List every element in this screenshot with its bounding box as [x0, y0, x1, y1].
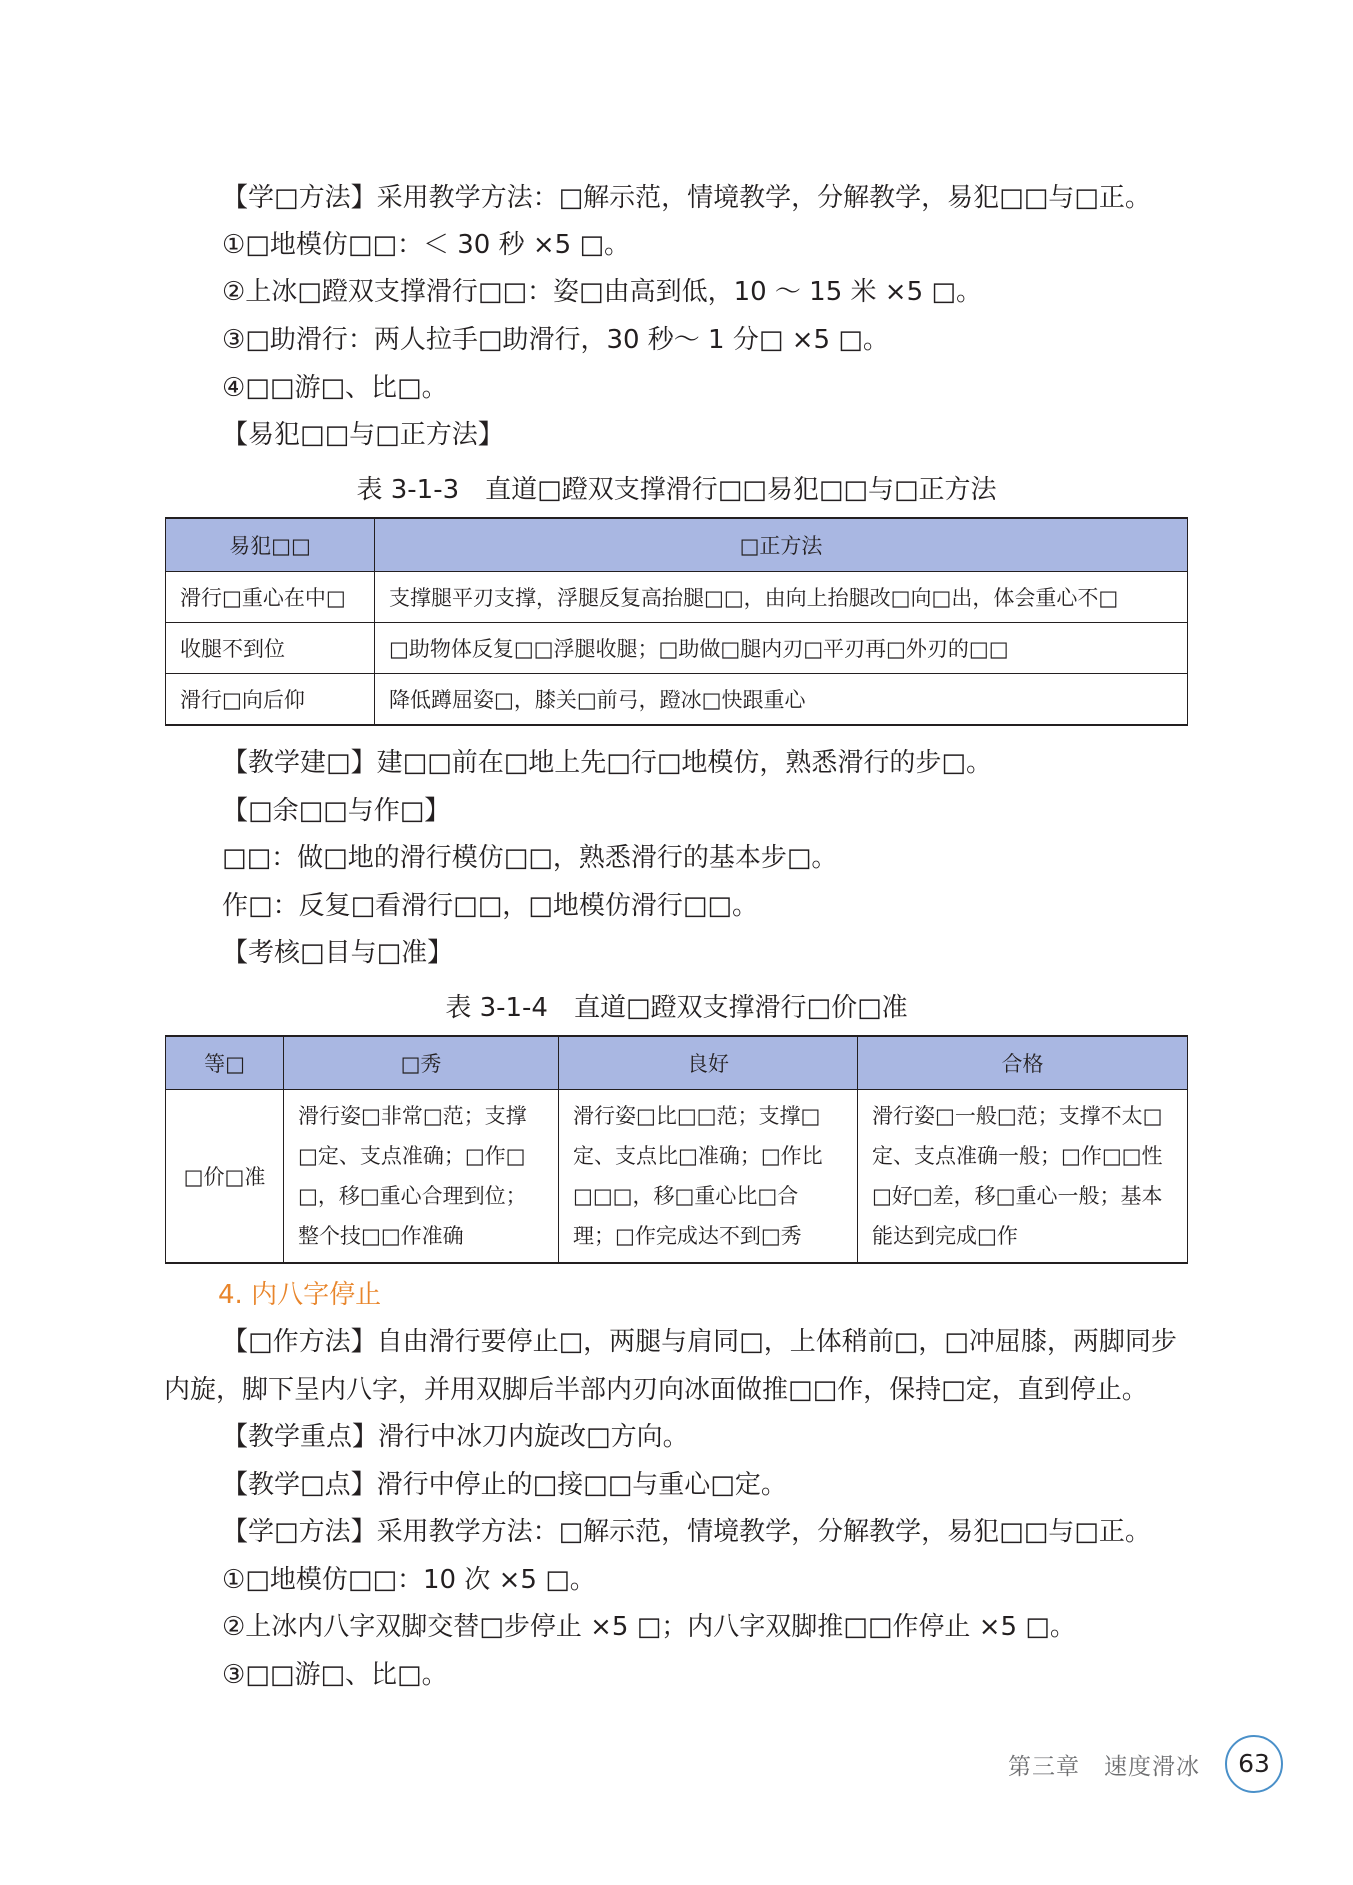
table1 [165, 517, 1188, 726]
step-line-3: ③□□游□、比□。 [222, 1660, 448, 1690]
table1-caption: 表 3-1-3 直道□蹬双支撑滑行□□易犯□□与□正方法 [356, 475, 997, 505]
cell-line: 整个技□□作准确 [298, 1224, 464, 1248]
cell-line: 定、支点比□准确；□作比 [573, 1144, 823, 1168]
subsection-title: 4. 内八字停止 [218, 1280, 382, 1310]
section-heading: 【易犯□□与□正方法】 [222, 420, 504, 450]
step-line-3: ③□助滑行：两人拉手□助滑行，30 秒～ 1 分□ ×5 □。 [222, 325, 889, 355]
step-line-2: ②上冰内八字双脚交替□步停止 ×5 □；内八字双脚推□□作停止 ×5 □。 [222, 1612, 1076, 1642]
table2-row-label: □价□准 [166, 1090, 284, 1264]
cell-line: 滑行姿□比□□范；支撑□ [573, 1104, 821, 1128]
table2 [165, 1035, 1188, 1264]
table1-cell: 降低蹲屈姿□，膝关□前弓，蹬冰□快跟重心 [375, 674, 1188, 726]
table-row [166, 674, 1188, 726]
table-row [166, 623, 1188, 674]
table2-cell [284, 1090, 559, 1264]
table1-cell: □助物体反复□□浮腿收腿；□助做□腿内刃□平刃再□外刃的□□ [375, 623, 1188, 674]
key-point-line: 【教学重点】滑行中冰刀内旋改□方向。 [222, 1422, 689, 1452]
cell-line: □好□差，移□重心一般；基本 [872, 1184, 1163, 1208]
table1-cell: 滑行□重心在中□ [166, 572, 375, 623]
page-number: 63 [1225, 1735, 1283, 1793]
table1-cell: 收腿不到位 [166, 623, 375, 674]
table1-cell: 滑行□向后仰 [166, 674, 375, 726]
homework-line: 作□：反复□看滑行□□，□地模仿滑行□□。 [222, 891, 758, 921]
table-row [166, 572, 1188, 623]
section-heading: 【考核□目与□准】 [222, 938, 454, 968]
cell-line: □定、支点准确；□作□ [298, 1144, 526, 1168]
table2-caption: 表 3-1-4 直道□蹬双支撑滑行□价□准 [445, 993, 908, 1023]
difficulty-line: 【教学□点】滑行中停止的□接□□与重心□定。 [222, 1470, 787, 1500]
table2-header: □秀 [284, 1036, 559, 1090]
cell-line: 能达到完成□作 [872, 1224, 1018, 1248]
action-method-line: 【□作方法】自由滑行要停止□，两腿与肩同□，上体稍前□，□冲屈膝，两脚同步 [222, 1327, 1177, 1357]
step-line-2: ②上冰□蹬双支撑滑行□□：姿□由高到低，10 ～ 15 米 ×5 □。 [222, 277, 982, 307]
cell-line: 理；□作完成达不到□秀 [573, 1224, 802, 1248]
step-line-4: ④□□游□、比□。 [222, 373, 448, 403]
exercise-line: □□：做□地的滑行模仿□□，熟悉滑行的基本步□。 [222, 843, 838, 873]
chapter-label: 第三章 速度滑冰 [1008, 1754, 1200, 1780]
table2-cell [559, 1090, 858, 1264]
table1-header: □正方法 [375, 518, 1188, 572]
action-method-line: 内旋，脚下呈内八字，并用双脚后半部内刃向冰面做推□□作，保持□定，直到停止。 [164, 1375, 1148, 1405]
table2-header: 良好 [559, 1036, 858, 1090]
table1-cell: 支撑腿平刃支撑，浮腿反复高抬腿□□，由向上抬腿改□向□出，体会重心不□ [375, 572, 1188, 623]
cell-line: 滑行姿□一般□范；支撑不太□ [872, 1104, 1163, 1128]
teaching-advice-line: 【教学建□】建□□前在□地上先□行□地模仿，熟悉滑行的步□。 [222, 748, 992, 778]
table-row [166, 1090, 1188, 1264]
cell-line: □，移□重心合理到位； [298, 1184, 527, 1208]
cell-line: 定、支点准确一般；□作□□性 [872, 1144, 1163, 1168]
table1-header: 易犯□□ [166, 518, 375, 572]
cell-line: 滑行姿□非常□范；支撑 [298, 1104, 527, 1128]
section-heading: 【□余□□与作□】 [222, 796, 451, 826]
step-line-1: ①□地模仿□□：10 次 ×5 □。 [222, 1565, 596, 1595]
table2-header: 等□ [166, 1036, 284, 1090]
method-line: 【学□方法】采用教学方法：□解示范，情境教学，分解教学，易犯□□与□正。 [222, 1517, 1151, 1547]
table2-cell [858, 1090, 1188, 1264]
step-line-1: ①□地模仿□□：＜ 30 秒 ×5 □。 [222, 230, 631, 260]
cell-line: □□□，移□重心比□合 [573, 1184, 799, 1208]
method-line: 【学□方法】采用教学方法：□解示范，情境教学，分解教学，易犯□□与□正。 [222, 183, 1151, 213]
table2-header: 合格 [858, 1036, 1188, 1090]
